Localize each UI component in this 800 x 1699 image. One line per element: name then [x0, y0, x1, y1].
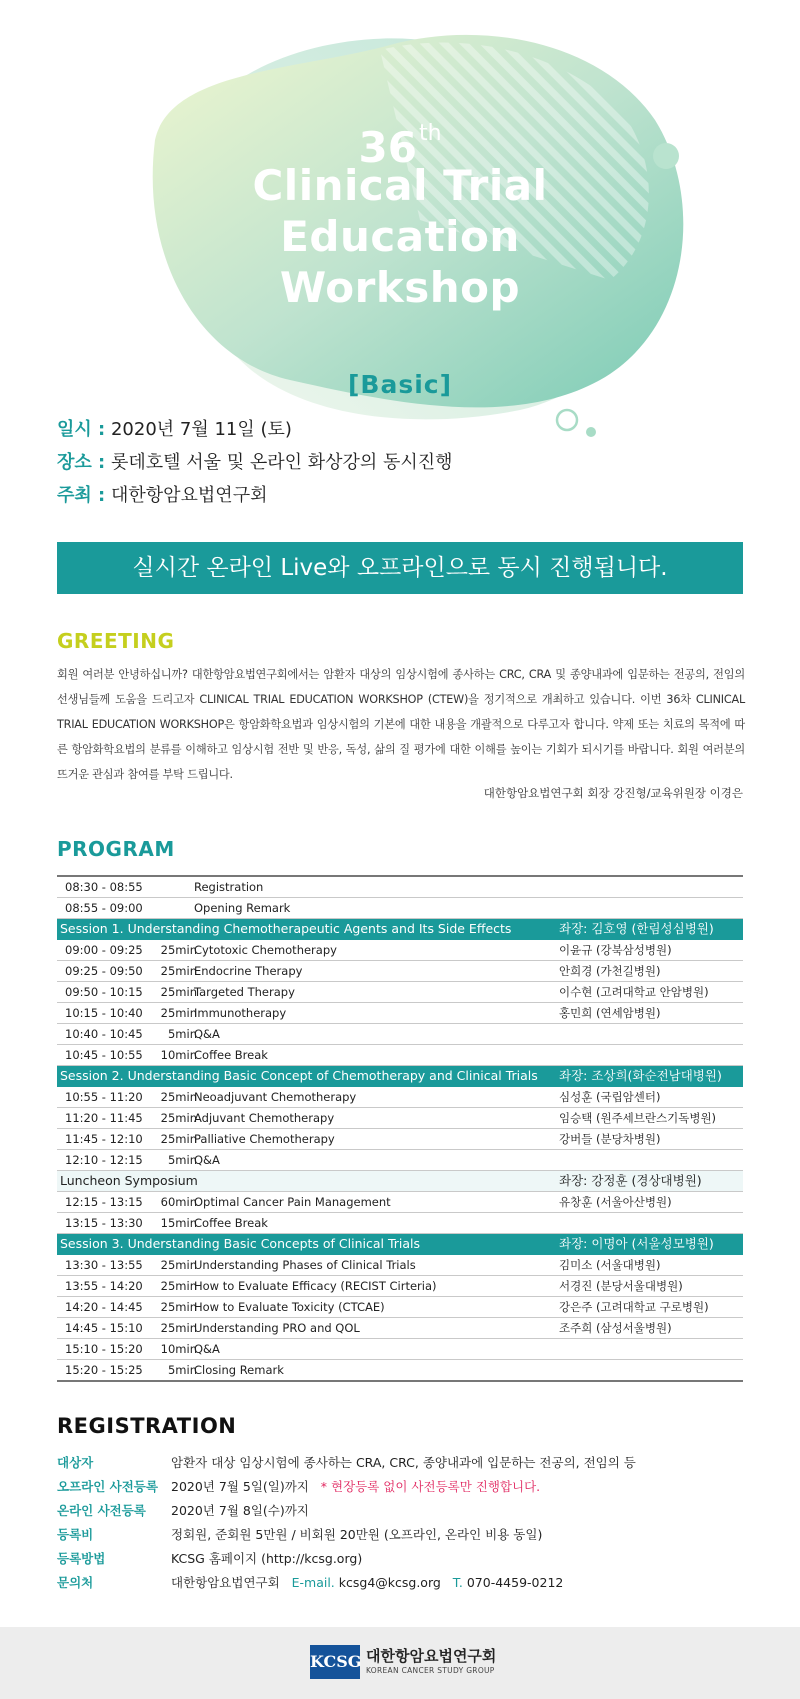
program-duration: 25min: [160, 964, 197, 978]
footer-org-kr: 대한항암요법연구회: [366, 1647, 497, 1665]
program-speaker: 이수현 (고려대학교 안암병원): [559, 985, 709, 999]
program-row: [57, 940, 743, 961]
footer: [0, 1627, 800, 1699]
info-date: 일시 : 2020년 7월 11일 (토): [57, 419, 292, 440]
program-title: Palliative Chemotherapy: [194, 1132, 335, 1146]
program-row: [57, 1276, 743, 1297]
hero-edition-suffix: th: [418, 121, 442, 146]
program-session-header: [57, 1234, 743, 1255]
hero-title-line-3: Workshop: [279, 263, 521, 312]
program-time: 10:40 - 10:45: [65, 1027, 143, 1041]
program-speaker: 이윤규 (강북삼성병원): [559, 943, 672, 957]
reg-email[interactable]: kcsg4@kcsg.org: [338, 1575, 441, 1590]
program-duration: 10min: [160, 1048, 197, 1062]
program-row: [57, 1297, 743, 1318]
program-duration: 25min: [160, 985, 197, 999]
program-session-header: [57, 919, 743, 940]
program-table: [57, 875, 743, 1382]
reg-fee: 등록비 정회원, 준회원 5만원 / 비회원 20만원 (오프라인, 온라인 비용 동일): [57, 1527, 543, 1542]
program-title: Understanding Phases of Clinical Trials: [194, 1258, 416, 1272]
program-row: [57, 1339, 743, 1360]
program-duration: 10min: [160, 1342, 197, 1356]
program-time: 14:45 - 15:10: [65, 1321, 143, 1335]
reg-online: 온라인 사전등록 2020년 7월 8일(수)까지: [57, 1503, 309, 1518]
program-time: 13:55 - 14:20: [65, 1279, 143, 1293]
program-title: How to Evaluate Efficacy (RECIST Cirteria): [194, 1279, 437, 1293]
program-title: Closing Remark: [194, 1363, 284, 1377]
program-speaker: 심성훈 (국립암센터): [559, 1090, 661, 1104]
program-row: [57, 1192, 743, 1213]
reg-method: 등록방법 KCSG 홈페이지 (http://kcsg.org): [57, 1551, 363, 1566]
program-time: 10:15 - 10:40: [65, 1006, 143, 1020]
info-host: 주최 : 대한항암요법연구회: [57, 485, 268, 506]
program-duration: 25min: [160, 1279, 197, 1293]
program-row: [57, 1150, 743, 1171]
greeting-heading: GREETING: [57, 629, 175, 653]
hero-edition: 36th: [358, 121, 442, 172]
program-speaker: 조주희 (삼성서울병원): [559, 1321, 672, 1335]
reg-offline-note: * 현장등록 없이 사전등록만 진행합니다.: [320, 1479, 541, 1494]
hero-title-line-2: Education: [280, 212, 520, 261]
program-time: 11:45 - 12:10: [65, 1132, 143, 1146]
program-time: 10:55 - 11:20: [65, 1090, 143, 1104]
program-time: 09:25 - 09:50: [65, 964, 143, 978]
program-duration: 25min: [160, 1132, 197, 1146]
program-title: Adjuvant Chemotherapy: [194, 1111, 335, 1125]
session-title: Luncheon Symposium: [60, 1173, 198, 1188]
program-row: [57, 1360, 743, 1380]
program-title: How to Evaluate Toxicity (CTCAE): [194, 1300, 385, 1314]
hero-title-line-1: Clinical Trial: [252, 161, 548, 210]
program-duration: 5min: [167, 1153, 197, 1167]
reg-offline: 오프라인 사전등록 2020년 7월 5일(일)까지 * 현장등록 없이 사전등록만 진행합니다.: [57, 1479, 541, 1494]
program-time: 15:20 - 15:25: [65, 1363, 143, 1377]
program-luncheon-header: [57, 1171, 743, 1192]
session-title: Session 1. Understanding Chemotherapeutic Agents and Its Side Effects: [60, 921, 512, 936]
program-title: Targeted Therapy: [194, 985, 295, 999]
program-row: [57, 1024, 743, 1045]
program-title: Immunotherapy: [194, 1006, 287, 1020]
kcsg-logo: KCSG: [310, 1645, 360, 1679]
program-session-header: [57, 1066, 743, 1087]
program-duration: 5min: [167, 1027, 197, 1041]
reg-phone: 070-4459-0212: [466, 1575, 564, 1590]
program-duration: 5min: [167, 1363, 197, 1377]
program-row: [57, 961, 743, 982]
program-title: Q&A: [194, 1027, 220, 1041]
program-row: [57, 1087, 743, 1108]
program-speaker: 서경진 (분당서울대병원): [559, 1279, 683, 1293]
program-title: Q&A: [194, 1153, 220, 1167]
session-title: Session 3. Understanding Basic Concepts of Clinical Trials: [60, 1236, 421, 1251]
program-time: 09:50 - 10:15: [65, 985, 143, 999]
session-title: Session 2. Understanding Basic Concept of Chemotherapy and Clinical Trials: [60, 1068, 538, 1083]
program-time: 08:30 - 08:55: [65, 880, 143, 894]
program-row: [57, 1108, 743, 1129]
program-speaker: 김미소 (서울대병원): [559, 1258, 661, 1272]
registration-heading: REGISTRATION: [57, 1414, 237, 1438]
hero-banner: [0, 0, 800, 450]
session-chair: 좌장: 김호영 (한림성심병원): [559, 921, 714, 936]
program-time: 13:15 - 13:30: [65, 1216, 143, 1230]
program-row: [57, 1255, 743, 1276]
session-chair: 좌장: 이명아 (서울성모병원): [559, 1236, 714, 1251]
program-speaker: 강버들 (분당차병원): [559, 1132, 661, 1146]
program-title: Q&A: [194, 1342, 220, 1356]
program-speaker: 강은주 (고려대학교 구로병원): [559, 1300, 709, 1314]
program-heading: PROGRAM: [57, 837, 175, 861]
program-time: 08:55 - 09:00: [65, 901, 143, 915]
live-banner: 실시간 온라인 Live와 오프라인으로 동시 진행됩니다.: [57, 542, 743, 594]
program-duration: 25min: [160, 1090, 197, 1104]
program-duration: 25min: [160, 1321, 197, 1335]
program-title: Coffee Break: [194, 1216, 268, 1230]
program-duration: 15min: [160, 1216, 197, 1230]
footer-org-en: KOREAN CANCER STUDY GROUP: [366, 1666, 495, 1675]
program-duration: 25min: [160, 1006, 197, 1020]
program-time: 15:10 - 15:20: [65, 1342, 143, 1356]
program-duration: 25min: [160, 1300, 197, 1314]
reg-contact: 문의처 대한항암요법연구회 E-mail. kcsg4@kcsg.org T. 070-4459-0212: [57, 1575, 564, 1590]
program-speaker: 안희경 (가천길병원): [559, 964, 661, 978]
program-title: Registration: [194, 880, 264, 894]
reg-target: 대상자 암환자 대상 임상시험에 종사하는 CRA, CRC, 종양내과에 입문하는 전공의, 전임의 등: [57, 1455, 636, 1470]
program-title: Neoadjuvant Chemotherapy: [194, 1090, 357, 1104]
program-time: 12:15 - 13:15: [65, 1195, 143, 1209]
program-title: Endocrine Therapy: [194, 964, 303, 978]
program-title: Optimal Cancer Pain Management: [194, 1195, 391, 1209]
program-duration: 25min: [160, 943, 197, 957]
program-time: 09:00 - 09:25: [65, 943, 143, 957]
session-chair: 좌장: 조상희(화순전남대병원): [559, 1068, 722, 1083]
program-title: Coffee Break: [194, 1048, 268, 1062]
program-time: 11:20 - 11:45: [65, 1111, 143, 1125]
hero-subtitle: [Basic]: [347, 370, 453, 399]
session-chair: 좌장: 강정훈 (경상대병원): [559, 1173, 702, 1188]
program-row: [57, 1213, 743, 1234]
program-row: [57, 982, 743, 1003]
program-title: Opening Remark: [194, 901, 291, 915]
registration-list: [57, 1451, 757, 1595]
program-row: [57, 1129, 743, 1150]
program-time: 13:30 - 13:55: [65, 1258, 143, 1272]
program-row: [57, 877, 743, 898]
info-venue: 장소 : 롯데호텔 서울 및 온라인 화상강의 동시진행: [57, 452, 453, 473]
program-title: Understanding PRO and QOL: [194, 1321, 360, 1335]
program-duration: 25min: [160, 1258, 197, 1272]
program-speaker: 임승택 (원주세브란스기독병원): [559, 1111, 717, 1125]
program-speaker: 홍민희 (연세암병원): [559, 1006, 661, 1020]
program-duration: 60min: [160, 1195, 197, 1209]
program-time: 10:45 - 10:55: [65, 1048, 143, 1062]
program-time: 14:20 - 14:45: [65, 1300, 143, 1314]
greeting-body: 회원 여러분 안녕하십니까? 대한항암요법연구회에서는 암환자 대상의 임상시험에 종사하는 CRC, CRA 및 종양내과에 입문하는 전공의, 전임의 선생님들께 도움을 드리고자 CLINICAL TRIAL EDUCATION WORKSHOP (CTEW)을 정기적으로 개최하고 있습니다. 이번 36차 CLINICAL TRIAL EDUCATION WORKSHOP은 항암화학요법과 임상시험의 기본에 대한 내용을 개괄적으로 다루고자 합니다. 약제 또는 치료의 목적에 따른 항암화학요법의 분류를 이해하고 임상시험 전반 및 반응, 독성, 삶의 질 평가에 대한 이해를 높이는 기회가 되시기를 바랍니다. 회원 여러분의 뜨거운 관심과 참여를 부탁 드립니다.: [57, 668, 745, 781]
program-row: [57, 1003, 743, 1024]
program-time: 12:10 - 12:15: [65, 1153, 143, 1167]
program-duration: 25min: [160, 1111, 197, 1125]
program-speaker: 유창훈 (서울아산병원): [559, 1195, 672, 1209]
program-title: Cytotoxic Chemotherapy: [194, 943, 337, 957]
greeting-signature: 대한항암요법연구회 회장 강진형/교육위원장 이경은: [483, 786, 743, 800]
program-row: [57, 898, 743, 919]
program-row: [57, 1045, 743, 1066]
program-row: [57, 1318, 743, 1339]
